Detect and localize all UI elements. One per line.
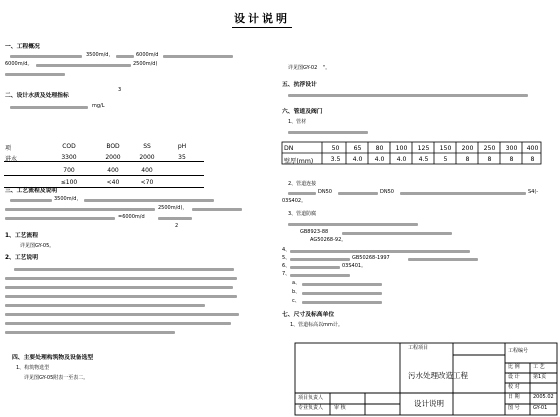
section-7-heading: 七、尺寸及标高单位 [282, 312, 335, 318]
pipe-connection: 2、管道连接 [288, 181, 317, 187]
item-7c: c、 [292, 298, 300, 304]
table-cell: 4.0 [374, 156, 385, 163]
unit-label: mg/L [92, 103, 105, 109]
standard-code-e: GB50268-1997 [352, 255, 390, 261]
sign-project-lead: 项目负责人 [298, 395, 324, 401]
header-cod: COD [62, 143, 76, 150]
flow-value-d: 2500m/d) [133, 61, 158, 67]
standard-code-a: S4(- [528, 189, 539, 195]
item-7b: b、 [292, 289, 301, 295]
check-label: 校 对 [508, 384, 520, 390]
table-cell: ≤100 [60, 179, 78, 186]
table-cell: 400 [107, 167, 119, 174]
section-3-heading: 三、工艺流程及说明 [5, 188, 58, 194]
elevation-unit: 1、管道标高以mm计。 [290, 322, 343, 328]
date-value: 2005.02 [533, 394, 554, 400]
drawing-no-label: 工程编号 [508, 348, 529, 354]
pipe-anticorrosion: 3、管道防腐 [288, 211, 317, 217]
table-cell: 400 [526, 145, 539, 152]
table-cell: 4.5 [418, 156, 429, 163]
design-label: 设 计 [508, 374, 520, 380]
item-7: 7、 [282, 271, 291, 277]
table-cell: 8 [530, 156, 535, 163]
project-label: 工程项目 [408, 345, 429, 351]
date-label: 日 期 [508, 394, 520, 400]
flow-value-e: 3500m/d， [54, 196, 82, 202]
table-cell: 125 [417, 145, 430, 152]
header-ss: SS [143, 143, 151, 150]
header-bod: BOD [106, 143, 120, 150]
sign-discipline-lead: 专业负责人 [298, 405, 324, 411]
table-cell: 5 [443, 156, 448, 163]
section-5-heading: 五、抗浮设计 [282, 82, 317, 88]
standard-code-b: 03S402。 [282, 198, 307, 204]
table-cell: 2000 [139, 154, 155, 161]
table-cell: 250 [483, 145, 496, 152]
table-cell: 3300 [61, 154, 77, 161]
sheet-page: 第1页 [533, 374, 547, 380]
table-cell: 150 [439, 145, 452, 152]
pipe-material: 1、管材 [288, 119, 307, 125]
table-cell: 50 [331, 145, 340, 152]
row-label: 进水 [5, 156, 18, 163]
item-7a: a、 [292, 280, 301, 286]
row-label: 壁厚(mm) [284, 158, 314, 165]
footnote: 2 [175, 223, 179, 229]
item-6: 6、 [282, 263, 291, 269]
table-cell: 8 [487, 156, 492, 163]
table-cell: 400 [141, 167, 153, 174]
item-5: 5、 [282, 255, 291, 261]
header-label: 项 [5, 145, 12, 152]
process-flow-heading: 1、工艺流程 [5, 233, 39, 239]
structure-ref: 详见图GY-05附表一至表二。 [24, 375, 89, 381]
table-cell: <70 [140, 179, 154, 186]
table-cell: 4.0 [352, 156, 363, 163]
table-cell: 2000 [105, 154, 121, 161]
table-cell: 3.5 [330, 156, 341, 163]
process-flow-ref: 详见图GY-05。 [20, 243, 55, 249]
table-cell: 700 [63, 167, 75, 174]
pipe-dn-b: DN50 [380, 189, 394, 195]
table-cell: 300 [505, 145, 518, 152]
table-cell: 8 [509, 156, 514, 163]
item-4: 4、 [282, 247, 291, 253]
flow-value-g: =6000m/d [118, 214, 145, 220]
flow-value-a: 3500m/d， [86, 52, 114, 58]
structure-selection: 1、构筑物选型 [16, 365, 50, 371]
sign-review: 审 核 [334, 405, 346, 411]
drawing-no-row-label: 图 号 [508, 405, 520, 411]
standard-code-c: GB8923-88 [300, 229, 329, 235]
process-desc-heading: 2、工艺说明 [5, 255, 39, 261]
discipline: 工 艺 [533, 364, 545, 370]
page-title: 设计说明 [234, 12, 290, 25]
table-cell: 100 [395, 145, 408, 152]
drawing-ref: 详见图GY-02 [288, 65, 318, 71]
header-ph: pH [177, 143, 187, 150]
section-1-heading: 一、工程概况 [5, 44, 40, 50]
table-cell: 35 [178, 154, 186, 161]
header-label: DN [284, 145, 294, 152]
flow-value-f: 2500m/d)， [158, 205, 188, 211]
pipe-dn-a: DN50 [318, 189, 332, 195]
standard-code-d: AG50268-92。 [310, 237, 347, 243]
table-cell: 8 [465, 156, 470, 163]
drawing-ref-suffix: "。 [323, 65, 331, 71]
section-4-heading: 四、主要处理构筑物及设备选型 [12, 355, 94, 361]
flow-value-c: 6000m/d。 [5, 61, 33, 67]
scale-label: 比 例 [508, 364, 520, 370]
table-cell: 80 [375, 145, 384, 152]
table-cell: 4.0 [396, 156, 407, 163]
table-cell: 200 [461, 145, 474, 152]
section-6-heading: 六、管道及阀门 [282, 109, 323, 115]
drawing-name: 设计说明 [414, 399, 444, 408]
section-2-heading: 二、设计水质及处理指标 [5, 93, 69, 99]
superscript: 3 [118, 87, 122, 93]
project-name: 污水处理改造工程 [408, 371, 468, 380]
table-cell: <40 [106, 179, 120, 186]
sheet-number: GY-01 [533, 405, 548, 411]
flow-value-b: 6000m/d [136, 52, 159, 58]
table-cell: 65 [353, 145, 362, 152]
standard-code-f: 03S401。 [342, 263, 367, 269]
